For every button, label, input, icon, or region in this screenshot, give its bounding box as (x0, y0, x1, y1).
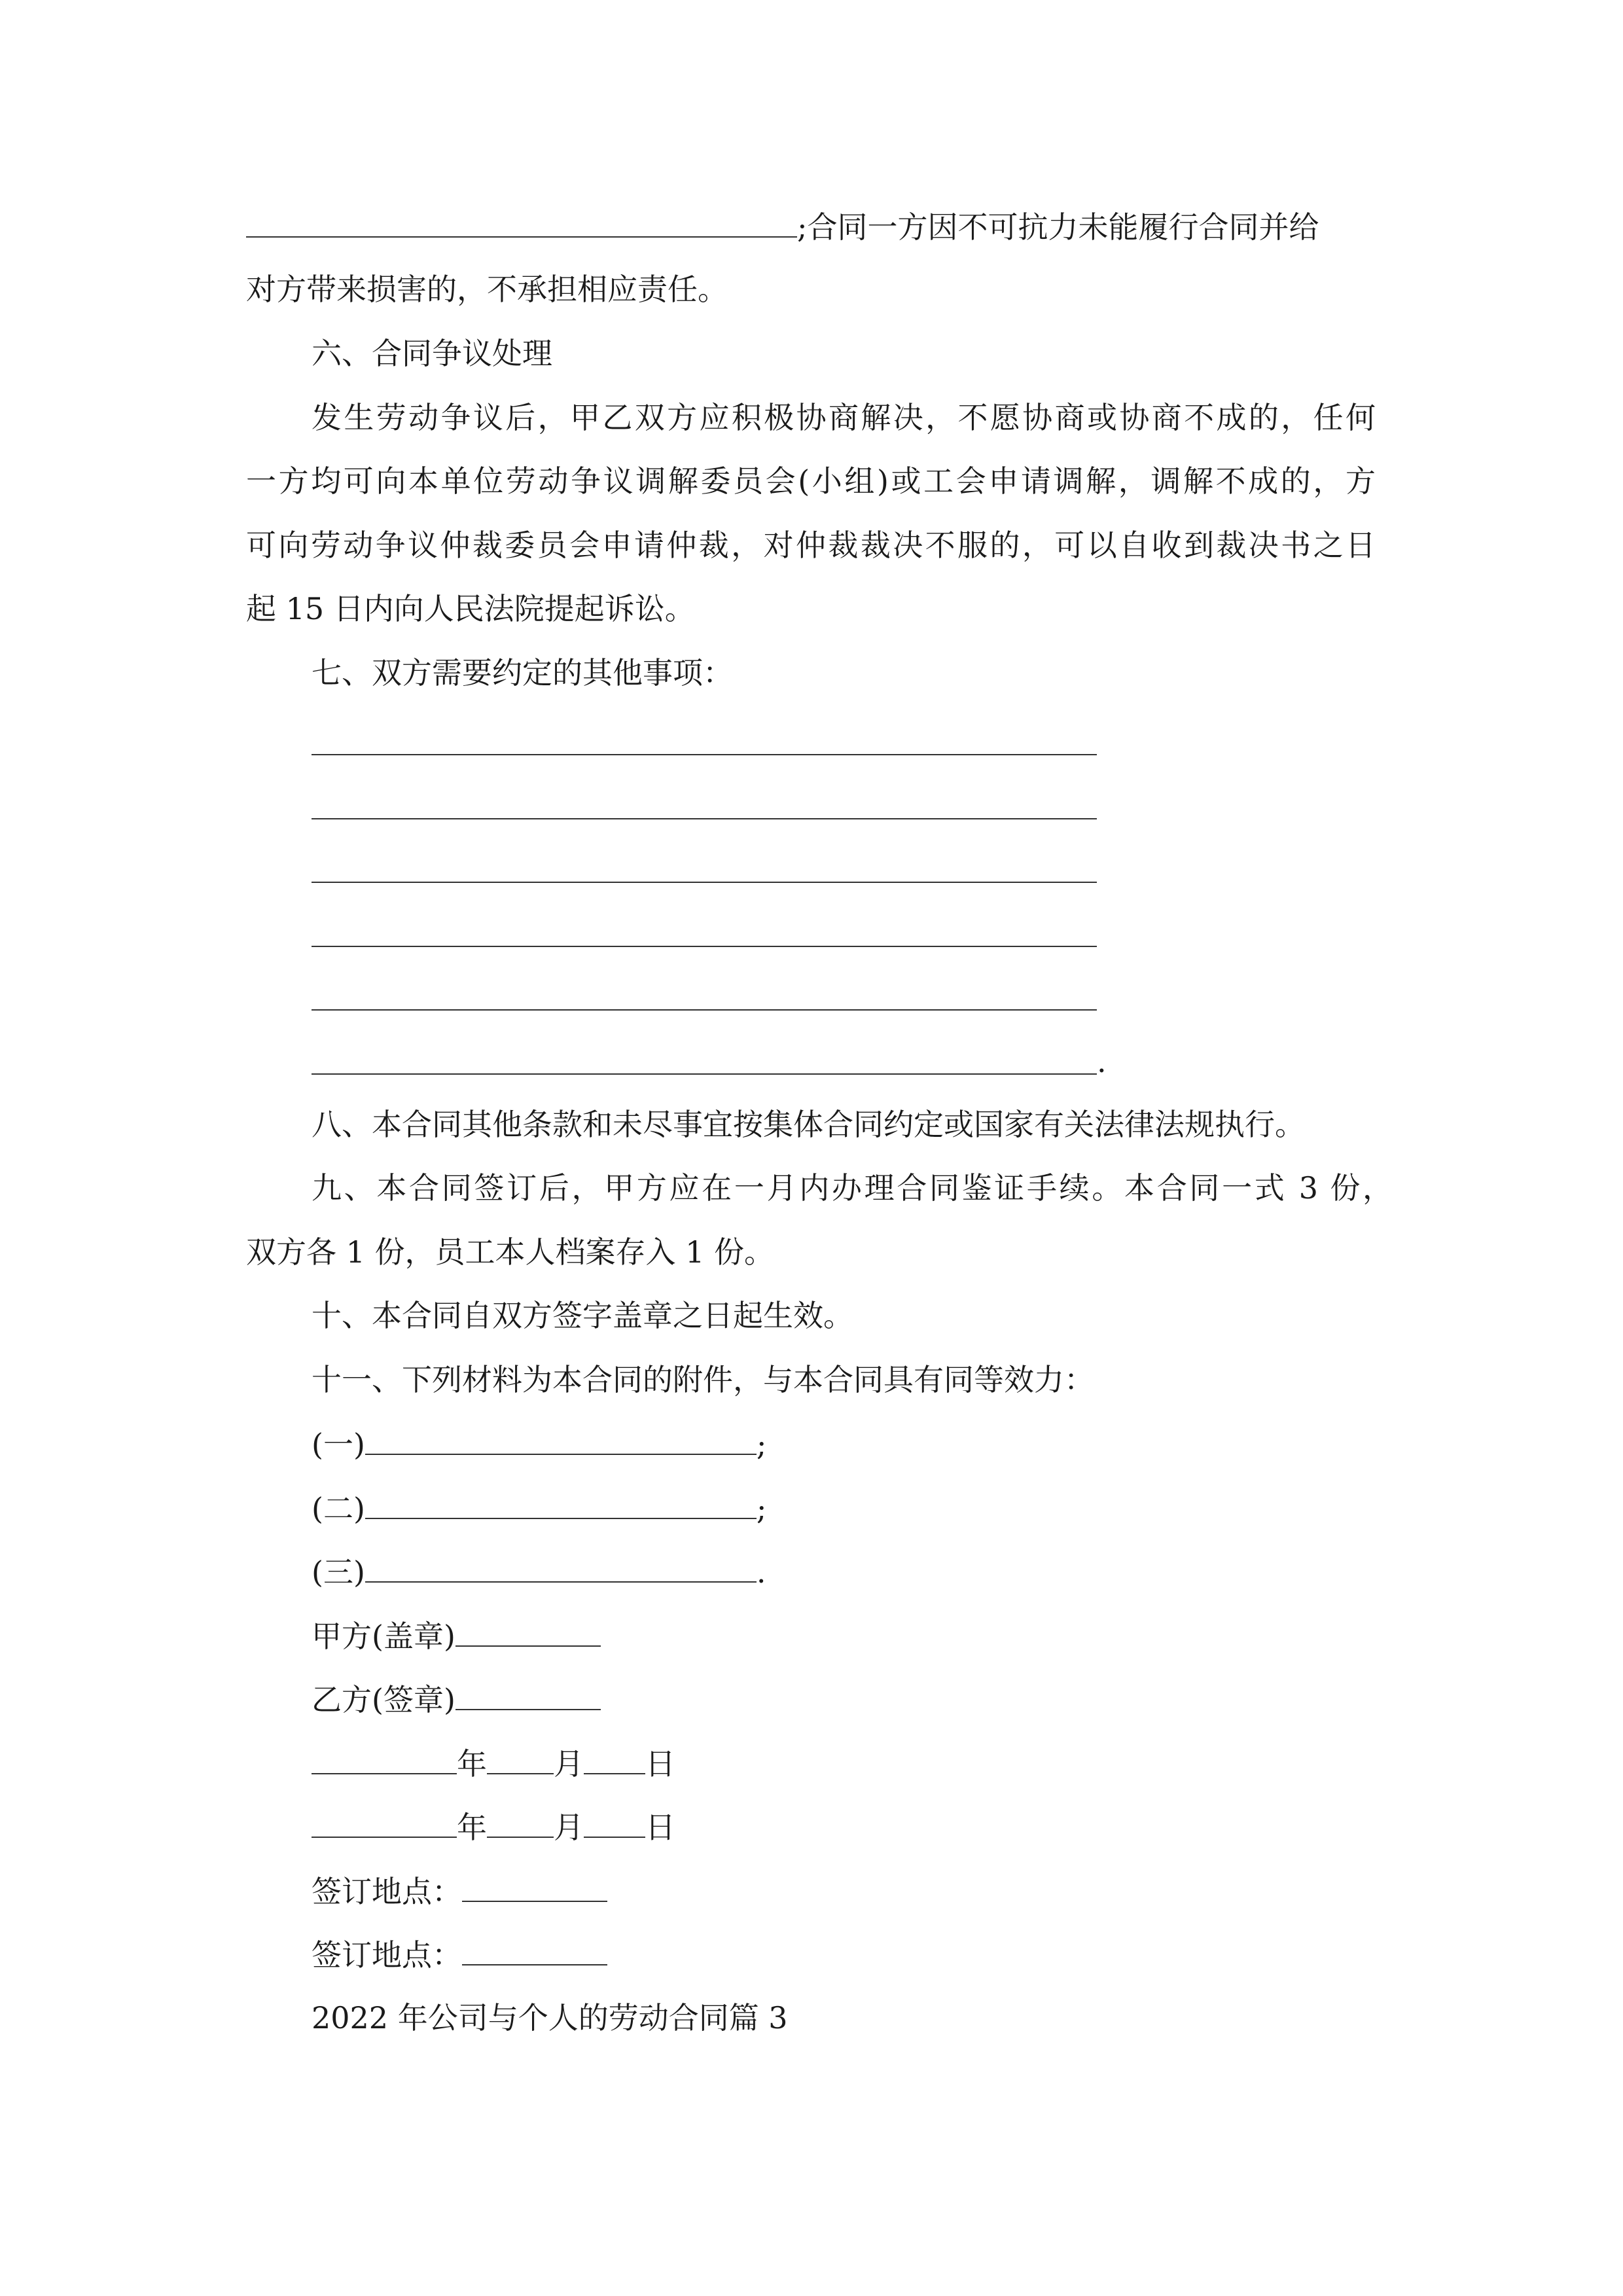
day-blank[interactable] (584, 1806, 645, 1838)
blank-line-4[interactable] (312, 946, 1097, 947)
blank-line-5[interactable] (312, 1009, 1097, 1011)
section-7-end-mark: . (1097, 1044, 1107, 1079)
attachment-item-2 (312, 1488, 766, 1528)
date-line-1 (312, 1743, 675, 1784)
month-blank[interactable] (487, 1806, 554, 1838)
year-blank[interactable] (312, 1806, 457, 1838)
section-9-line2: 双方各 1 份，员工本人档案存入 1 份。 (246, 1234, 775, 1270)
attachment-end: ; (756, 1427, 767, 1462)
signing-place-blank[interactable] (462, 1934, 607, 1965)
party-a-label: 甲方(盖章) (312, 1619, 455, 1654)
section-10: 十、本合同自双方签字盖章之日起生效。 (312, 1298, 853, 1333)
section-6-heading: 六、合同争议处理 (312, 336, 552, 371)
section-8: 八、本合同其他条款和未尽事宜按集体合同约定或国家有关法律法规执行。 (312, 1107, 1305, 1142)
day-label: 日 (645, 1746, 675, 1782)
attachment-blank[interactable] (365, 1551, 757, 1583)
attachment-item-1 (312, 1424, 766, 1464)
year-label: 年 (457, 1810, 487, 1845)
party-a-blank[interactable] (455, 1615, 601, 1647)
month-label: 月 (554, 1746, 584, 1782)
signing-place-label: 签订地点： (312, 1937, 462, 1973)
clause-fragment-text: ;合同一方因不可抗力未能履行合同并给 (797, 209, 1319, 245)
section-6-line3: 可向劳动争议仲裁委员会申请仲裁，对仲裁裁决不服的，可以自收到裁决书之日 (246, 528, 1376, 563)
clause-fragment-line1 (246, 206, 1319, 247)
attachment-blank[interactable] (365, 1488, 757, 1519)
attachment-blank[interactable] (365, 1424, 757, 1455)
next-contract-title: 2022 年公司与个人的劳动合同篇 3 (312, 2000, 788, 2036)
party-a-seal (312, 1615, 601, 1656)
year-label: 年 (457, 1746, 487, 1782)
section-9-line1: 九、本合同签订后，甲方应在一月内办理合同鉴证手续。本合同一式 3 份， (312, 1170, 1393, 1206)
section-6-line1: 发生劳动争议后，甲乙双方应积极协商解决，不愿协商或协商不成的，任何 (312, 400, 1376, 435)
blank-line-2[interactable] (312, 818, 1097, 819)
year-blank[interactable] (312, 1743, 457, 1774)
section-11-heading: 十一、下列材料为本合同的附件，与本合同具有同等效力： (312, 1362, 1094, 1397)
signing-place-label: 签订地点： (312, 1874, 462, 1909)
month-label: 月 (554, 1810, 584, 1845)
day-blank[interactable] (584, 1743, 645, 1774)
blank-line-6[interactable] (312, 1073, 1097, 1075)
party-b-signature (312, 1679, 601, 1719)
day-label: 日 (645, 1810, 675, 1845)
signing-place-2 (312, 1934, 607, 1975)
attachment-label: (二) (312, 1491, 365, 1526)
attachment-label: (三) (312, 1554, 365, 1590)
attachment-end: ; (756, 1491, 767, 1526)
month-blank[interactable] (487, 1743, 554, 1774)
attachment-label: (一) (312, 1427, 365, 1462)
clause-fragment-line2 (246, 270, 728, 309)
date-line-2 (312, 1806, 675, 1847)
signing-place-1 (312, 1871, 607, 1911)
section-6-line2: 一方均可向本单位劳动争议调解委员会(小组)或工会申请调解，调解不成的，方 (246, 463, 1376, 499)
section-6-line4: 起 15 日内向人民法院提起诉讼。 (246, 591, 695, 626)
signing-place-blank[interactable] (462, 1871, 607, 1902)
attachment-end: . (756, 1554, 766, 1590)
blank-line-3[interactable] (312, 882, 1097, 883)
party-b-blank[interactable] (455, 1679, 601, 1710)
blank-line-1[interactable] (312, 754, 1097, 755)
party-b-label: 乙方(签章) (312, 1682, 455, 1717)
attachment-item-3 (312, 1551, 766, 1592)
clause-fragment-text-2: 对方带来损害的，不承担相应责任。 (246, 272, 728, 307)
section-7-heading: 七、双方需要约定的其他事项： (312, 655, 733, 691)
fill-blank[interactable] (246, 206, 797, 238)
